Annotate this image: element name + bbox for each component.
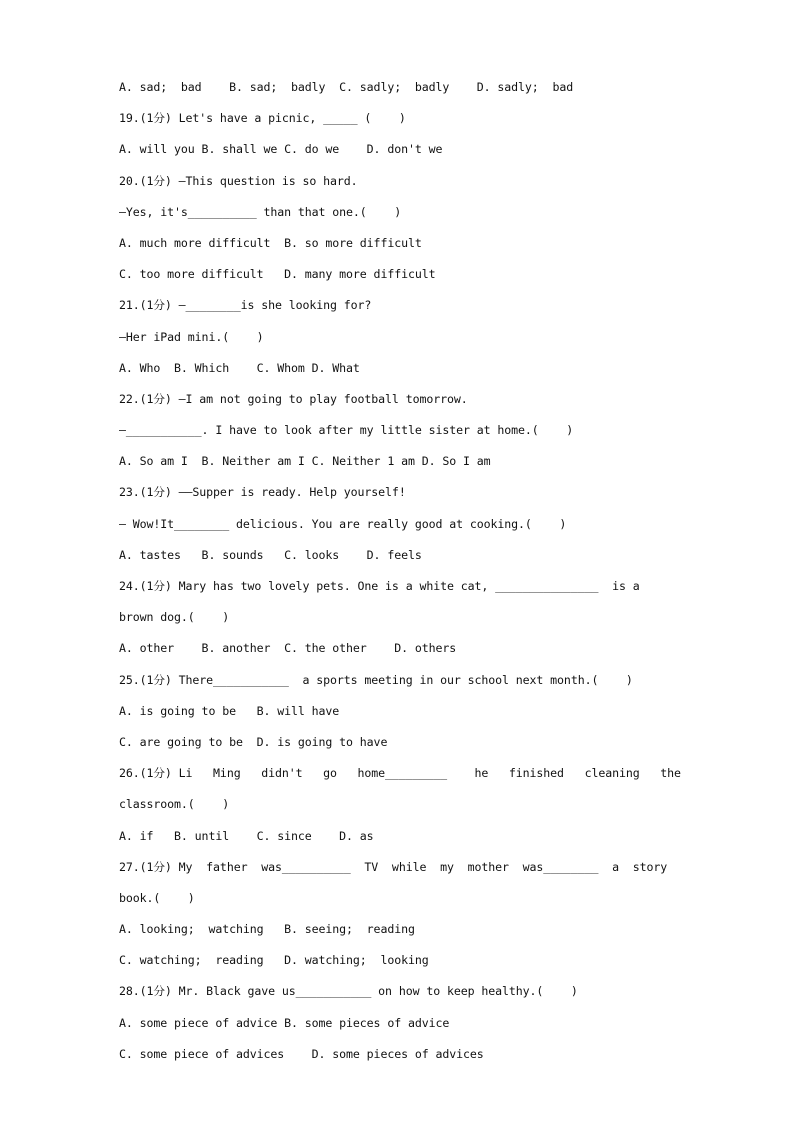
q22-stem: 22.(1分) –I am not going to play football tomorrow. (119, 391, 468, 406)
q21-options: A. Who B. Which C. Whom D. What (119, 360, 360, 375)
q21-reply: –Her iPad mini.( ) (119, 329, 264, 344)
q22-reply: –___________. I have to look after my little sister at home.( ) (119, 423, 574, 438)
q22-options: A. So am I B. Neither am I C. Neither 1 am D. So I am (119, 454, 491, 469)
q19-stem: 19.(1分) Let's have a picnic, _____ ( ) (119, 111, 406, 126)
q28-stem: 28.(1分) Mr. Black gave us___________ on how to keep healthy.( ) (119, 984, 578, 999)
q20-reply: –Yes, it's__________ than that one.( ) (119, 204, 402, 219)
q18-options: A. sad; bad B. sad; badly C. sadly; badly D. sadly; bad (119, 80, 574, 94)
q23-options: A. tastes B. sounds C. looks D. feels (119, 547, 422, 562)
q24-stem: 24.(1分) Mary has two lovely pets. One is a white cat, _______________ is a (119, 579, 640, 593)
q25-stem: 25.(1分) There___________ a sports meeting in our school next month.( ) (119, 672, 633, 687)
q20-stem: 20.(1分) –This question is so hard. (119, 173, 358, 188)
q23-stem: 23.(1分) ––Supper is ready. Help yourself! (119, 485, 406, 500)
exam-page-body (119, 76, 679, 1074)
q26-stem: 26.(1分) Li Ming didn't go home_________ he finished cleaning the (119, 766, 681, 781)
q24-stem-cont: brown dog.( ) (119, 610, 230, 625)
q20-options-cd: C. too more difficult D. many more difficult (119, 267, 436, 282)
q26-stem-cont: classroom.( ) (119, 797, 230, 812)
q27-options-cd: C. watching; reading D. watching; looking (119, 953, 429, 968)
q20-options-ab: A. much more difficult B. so more difficult (119, 235, 422, 250)
q28-options-cd: C. some piece of advices D. some pieces of advices (119, 1046, 484, 1061)
q23-reply: — Wow!It________ delicious. You are really good at cooking.( ) (119, 516, 567, 531)
q27-options-ab: A. looking; watching B. seeing; reading (119, 922, 415, 937)
q27-stem-cont: book.( ) (119, 890, 195, 905)
q21-stem: 21.(1分) –________is she looking for? (119, 298, 372, 313)
q25-options-ab: A. is going to be B. will have (119, 703, 340, 718)
q19-options: A. will you B. shall we C. do we D. don't we (119, 142, 443, 157)
q25-options-cd: C. are going to be D. is going to have (119, 734, 388, 749)
q26-options: A. if B. until C. since D. as (119, 828, 374, 843)
q24-options: A. other B. another C. the other D. others (119, 641, 457, 656)
q28-options-ab: A. some piece of advice B. some pieces of advice (119, 1015, 450, 1030)
q27-stem: 27.(1分) My father was__________ TV while my mother was________ a story (119, 859, 668, 874)
